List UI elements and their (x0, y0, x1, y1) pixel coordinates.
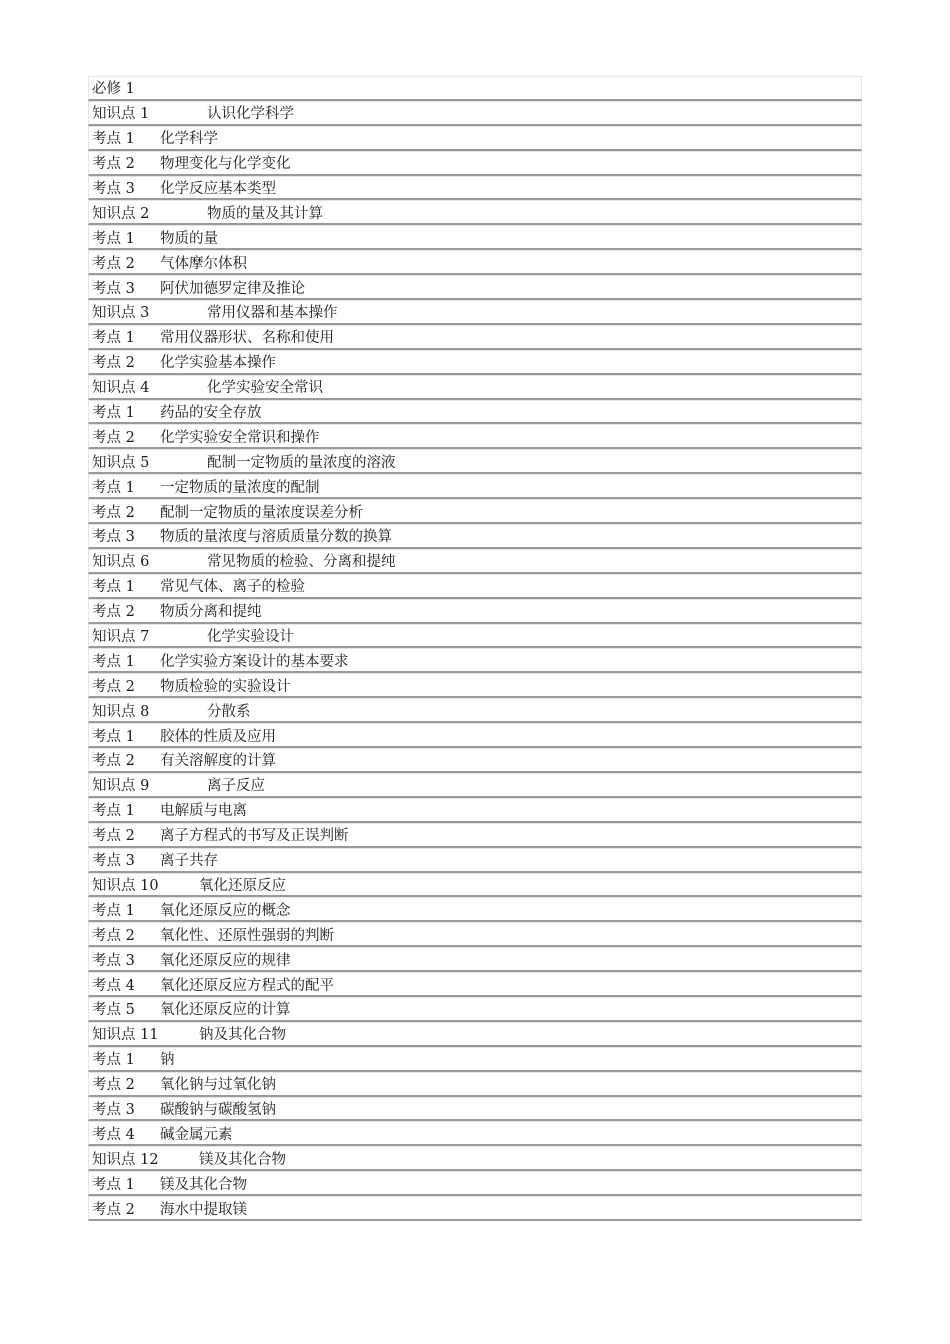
exam-point-row (88, 325, 862, 350)
exam-point-row (88, 400, 862, 425)
exam-point-row (88, 673, 862, 698)
exam-point-number: 考点 1 (92, 330, 135, 347)
knowledge-point-row (88, 549, 862, 574)
knowledge-point-number: 知识点 11 (92, 1027, 159, 1044)
exam-point-title: 一定物质的量浓度的配制 (160, 479, 320, 496)
exam-point-title: 碱金属元素 (160, 1126, 233, 1143)
exam-point-title: 镁及其化合物 (160, 1176, 247, 1193)
exam-point-number: 考点 3 (92, 1101, 135, 1118)
exam-point-title: 氧化性、还原性强弱的判断 (160, 927, 334, 944)
knowledge-point-title: 认识化学科学 (207, 106, 294, 123)
exam-point-row (88, 275, 862, 300)
exam-point-row (88, 599, 862, 624)
exam-point-title: 碳酸钠与碳酸氢钠 (160, 1101, 276, 1118)
knowledge-point-number: 知识点 9 (92, 778, 150, 795)
exam-point-number: 考点 5 (92, 1002, 135, 1019)
exam-point-row (88, 126, 862, 151)
exam-point-title: 配制一定物质的量浓度误差分析 (160, 504, 363, 521)
exam-point-number: 考点 1 (92, 653, 135, 670)
exam-point-row (88, 176, 862, 201)
exam-point-title: 药品的安全存放 (160, 405, 262, 422)
knowledge-point-number: 知识点 1 (92, 106, 150, 123)
exam-point-title: 常见气体、离子的检验 (160, 579, 305, 596)
exam-point-number: 考点 1 (92, 803, 135, 820)
exam-point-row (88, 648, 862, 673)
knowledge-point-number: 知识点 5 (92, 454, 150, 471)
knowledge-point-number: 知识点 10 (92, 877, 159, 894)
knowledge-point-title: 化学实验设计 (207, 629, 294, 646)
exam-point-number: 考点 2 (92, 1201, 135, 1218)
exam-point-title: 氧化还原反应的计算 (160, 1002, 291, 1019)
exam-point-title: 物质分离和提纯 (160, 604, 262, 621)
exam-point-row (88, 997, 862, 1022)
exam-point-row (88, 225, 862, 250)
section-label: 必修 1 (92, 81, 135, 98)
exam-point-number: 考点 2 (92, 604, 135, 621)
exam-point-row (88, 1121, 862, 1146)
knowledge-point-row (88, 200, 862, 225)
exam-point-number: 考点 1 (92, 479, 135, 496)
exam-point-row (88, 798, 862, 823)
exam-point-number: 考点 2 (92, 156, 135, 173)
exam-point-row (88, 151, 862, 176)
exam-point-number: 考点 1 (92, 405, 135, 422)
exam-point-title: 海水中提取镁 (160, 1201, 247, 1218)
knowledge-point-title: 常见物质的检验、分离和提纯 (207, 554, 396, 571)
knowledge-point-title: 镁及其化合物 (199, 1151, 286, 1168)
exam-point-title: 阿伏加德罗定律及推论 (160, 280, 305, 297)
exam-point-title: 物理变化与化学变化 (160, 156, 291, 173)
exam-point-number: 考点 2 (92, 753, 135, 770)
exam-point-number: 考点 1 (92, 579, 135, 596)
exam-point-row (88, 1196, 862, 1221)
exam-point-number: 考点 1 (92, 230, 135, 247)
exam-point-title: 氧化还原反应方程式的配平 (160, 977, 334, 994)
exam-point-title: 离子方程式的书写及正误判断 (160, 828, 349, 845)
exam-point-number: 考点 1 (92, 131, 135, 148)
knowledge-point-number: 知识点 3 (92, 305, 150, 322)
exam-point-row (88, 474, 862, 499)
knowledge-point-row (88, 698, 862, 723)
knowledge-point-title: 钠及其化合物 (199, 1027, 286, 1044)
exam-point-row (88, 848, 862, 873)
knowledge-point-title: 分散系 (207, 703, 251, 720)
exam-point-row (88, 748, 862, 773)
exam-point-title: 化学实验基本操作 (160, 355, 276, 372)
exam-point-title: 有关溶解度的计算 (160, 753, 276, 770)
knowledge-point-title: 配制一定物质的量浓度的溶液 (207, 454, 396, 471)
knowledge-point-title: 常用仪器和基本操作 (207, 305, 338, 322)
exam-point-number: 考点 2 (92, 927, 135, 944)
knowledge-point-number: 知识点 12 (92, 1151, 159, 1168)
exam-point-title: 物质检验的实验设计 (160, 678, 291, 695)
knowledge-point-row (88, 773, 862, 798)
exam-point-title: 化学实验方案设计的基本要求 (160, 653, 349, 670)
exam-point-title: 物质的量浓度与溶质质量分数的换算 (160, 529, 392, 546)
knowledge-point-title: 物质的量及其计算 (207, 205, 323, 222)
exam-point-number: 考点 2 (92, 355, 135, 372)
exam-point-title: 钠 (160, 1052, 175, 1069)
exam-point-number: 考点 2 (92, 1077, 135, 1094)
knowledge-point-number: 知识点 8 (92, 703, 150, 720)
exam-point-number: 考点 2 (92, 828, 135, 845)
exam-point-title: 气体摩尔体积 (160, 255, 247, 272)
exam-point-row (88, 250, 862, 275)
section-header-row (88, 76, 862, 101)
exam-point-number: 考点 2 (92, 429, 135, 446)
knowledge-point-row (88, 1022, 862, 1047)
exam-point-number: 考点 1 (92, 1176, 135, 1193)
exam-point-number: 考点 2 (92, 504, 135, 521)
exam-point-title: 氧化钠与过氧化钠 (160, 1077, 276, 1094)
exam-point-row (88, 424, 862, 449)
knowledge-point-row (88, 300, 862, 325)
exam-point-row (88, 823, 862, 848)
exam-point-row (88, 1171, 862, 1196)
exam-point-title: 胶体的性质及应用 (160, 728, 276, 745)
exam-point-title: 常用仪器形状、名称和使用 (160, 330, 334, 347)
exam-point-row (88, 1047, 862, 1072)
exam-point-number: 考点 1 (92, 902, 135, 919)
knowledge-point-row (88, 449, 862, 474)
knowledge-point-title: 氧化还原反应 (199, 877, 286, 894)
exam-point-row (88, 922, 862, 947)
exam-point-row (88, 1097, 862, 1122)
knowledge-point-number: 知识点 4 (92, 380, 150, 397)
knowledge-point-number: 知识点 7 (92, 629, 150, 646)
exam-point-title: 氧化还原反应的概念 (160, 902, 291, 919)
exam-point-number: 考点 4 (92, 1126, 135, 1143)
exam-point-number: 考点 3 (92, 280, 135, 297)
knowledge-point-number: 知识点 2 (92, 205, 150, 222)
exam-point-title: 氧化还原反应的规律 (160, 952, 291, 969)
knowledge-point-row (88, 375, 862, 400)
knowledge-point-title: 离子反应 (207, 778, 265, 795)
exam-point-number: 考点 2 (92, 255, 135, 272)
exam-point-title: 离子共存 (160, 853, 218, 870)
exam-point-number: 考点 3 (92, 952, 135, 969)
knowledge-point-row (88, 873, 862, 898)
knowledge-point-row (88, 624, 862, 649)
exam-point-number: 考点 1 (92, 728, 135, 745)
exam-point-row (88, 350, 862, 375)
exam-point-title: 化学科学 (160, 131, 218, 148)
exam-point-row (88, 897, 862, 922)
exam-point-title: 电解质与电离 (160, 803, 247, 820)
exam-point-row (88, 723, 862, 748)
exam-point-title: 物质的量 (160, 230, 218, 247)
exam-point-row (88, 1072, 862, 1097)
exam-point-number: 考点 3 (92, 529, 135, 546)
exam-point-row (88, 947, 862, 972)
exam-point-number: 考点 1 (92, 1052, 135, 1069)
knowledge-point-number: 知识点 6 (92, 554, 150, 571)
exam-point-title: 化学实验安全常识和操作 (160, 429, 320, 446)
exam-point-row (88, 499, 862, 524)
knowledge-point-row (88, 101, 862, 126)
knowledge-point-row (88, 1146, 862, 1171)
exam-point-row (88, 574, 862, 599)
exam-point-row (88, 972, 862, 997)
exam-point-number: 考点 3 (92, 181, 135, 197)
exam-point-row (88, 524, 862, 549)
exam-point-number: 考点 4 (92, 977, 135, 994)
exam-point-number: 考点 3 (92, 853, 135, 870)
exam-point-number: 考点 2 (92, 678, 135, 695)
table-of-contents (88, 76, 862, 1221)
knowledge-point-title: 化学实验安全常识 (207, 380, 323, 397)
exam-point-title: 化学反应基本类型 (160, 181, 276, 197)
